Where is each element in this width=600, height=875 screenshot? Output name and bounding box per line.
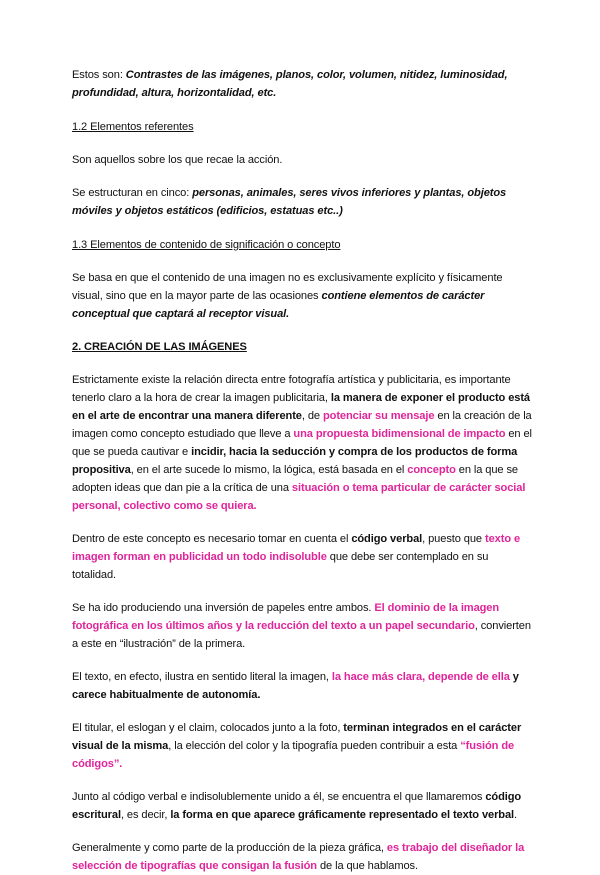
s2p3-highlight: El dominio de la imagen fotográfica en los últimos años y la reducción del texto a un papel secundario: [72, 602, 500, 632]
s2-paragraph-3: [72, 599, 532, 653]
s2p3-text: , convierten a este en “ilustración” de la primera.: [72, 620, 531, 650]
s13-lead: Se basa en que el contenido de una imagen no es exclusivamente explícito y físicamente visual, sino que en la mayor parte de las ocasiones: [72, 272, 503, 302]
s12-p2-lead: Se estructuran en cinco:: [72, 187, 193, 199]
s2p5-text: , la elección del color y la tipografía pueden contribuir a esta: [168, 740, 461, 752]
s2p2-text: que debe ser contemplado en su totalidad.: [72, 551, 489, 581]
s12-paragraph-2: [72, 184, 532, 220]
intro-list: Contrastes de las imágenes, planos, color, volumen, nitidez, luminosidad, profundidad, altura, horizontalidad, etc.: [72, 69, 508, 99]
s2p2-bold: código verbal: [351, 533, 423, 545]
s2-paragraph-7: [72, 839, 532, 875]
s2p6-text: , es decir,: [120, 809, 171, 821]
s13-paragraph: [72, 269, 532, 323]
s2p5-highlight: “fusión de códigos”.: [72, 740, 515, 770]
intro-paragraph: [72, 66, 532, 102]
s2p2-highlight: texto e imagen forman en publicidad un todo indisoluble: [72, 533, 521, 563]
document-page: [72, 66, 532, 875]
s2p4-highlight: la hace más clara, depende de ella: [331, 671, 510, 683]
s2p7-highlight: es trabajo del diseñador la selección de tipografías que consigan la fusión: [72, 842, 525, 872]
s2-paragraph-1: [72, 371, 532, 515]
s2-paragraph-2: [72, 530, 532, 584]
s2p1-text: , de: [301, 410, 323, 422]
s2p7-text: Generalmente y como parte de la producción de la pieza gráfica,: [72, 842, 387, 854]
s2p6-bold: la forma en que aparece gráficamente representado el texto verbal: [170, 809, 515, 821]
s2-paragraph-6: [72, 788, 532, 824]
s2p6-text: .: [514, 809, 518, 821]
s13-bold: contiene elementos de carácter conceptual que captará al receptor visual.: [72, 290, 485, 320]
heading-1-2: 1.2 Elementos referentes: [72, 121, 194, 133]
s2p1-highlight: potenciar su mensaje: [322, 410, 435, 422]
s2p1-highlight: situación o tema particular de carácter social personal, colectivo como se quiera.: [72, 482, 526, 512]
s2p1-text: , en el arte sucede lo mismo, la lógica, está basada en el: [130, 464, 408, 476]
s2p5-text: El titular, el eslogan y el claim, colocados junto a la foto,: [72, 722, 344, 734]
heading-1-3: 1.3 Elementos de contenido de significación o concepto: [72, 239, 341, 251]
s2p5-bold: terminan integrados en el carácter visual de la misma: [72, 722, 522, 752]
s2p1-text: Estrictamente existe la relación directa entre fotografía artística y publicitaria, es importante tenerlo claro a la hora de crear la imagen publicitaria,: [72, 374, 511, 404]
s2p2-text: Dentro de este concepto es necesario tomar en cuenta el: [72, 533, 352, 545]
s2p1-bold: la manera de exponer el producto está en el arte de encontrar una manera diferente: [72, 392, 530, 422]
s2p1-text: en la creación de la imagen como concepto estudiado que lleve a: [72, 410, 532, 440]
heading-2: 2. CREACIÓN DE LAS IMÁGENES: [72, 341, 247, 353]
s2p7-text: de la que hablamos.: [316, 860, 418, 872]
s2p1-text: en el que se pueda cautivar e: [72, 428, 532, 458]
s2-paragraph-4: [72, 668, 532, 704]
s2p3-text: Se ha ido produciendo una inversión de papeles entre ambos.: [72, 602, 375, 614]
intro-lead: Estos son:: [72, 69, 126, 81]
s12-paragraph-1: Son aquellos sobre los que recae la acción.: [72, 154, 283, 166]
s2p1-highlight: una propuesta bidimensional de impacto: [293, 428, 506, 440]
s12-p2-list: personas, animales, seres vivos inferiores y plantas, objetos móviles y objetos estáticos (edificios, estatuas etc..): [72, 187, 507, 217]
s2p6-bold: código escritural: [72, 791, 522, 821]
s2-paragraph-5: [72, 719, 532, 773]
s2p6-text: Junto al código verbal e indisolublemente unido a él, se encuentra el que llamaremos: [72, 791, 486, 803]
s2p4-text: El texto, en efecto, ilustra en sentido literal la imagen,: [72, 671, 332, 683]
s2p1-highlight: concepto: [407, 464, 456, 476]
s2p1-text: en la que se adopten ideas que dan pie a la crítica de una: [72, 464, 518, 494]
s2p1-bold: incidir, hacia la seducción y compra de los productos de forma propositiva: [72, 446, 518, 476]
s2p2-text: , puesto que: [422, 533, 485, 545]
s2p4-bold: y carece habitualmente de autonomía.: [72, 671, 519, 701]
